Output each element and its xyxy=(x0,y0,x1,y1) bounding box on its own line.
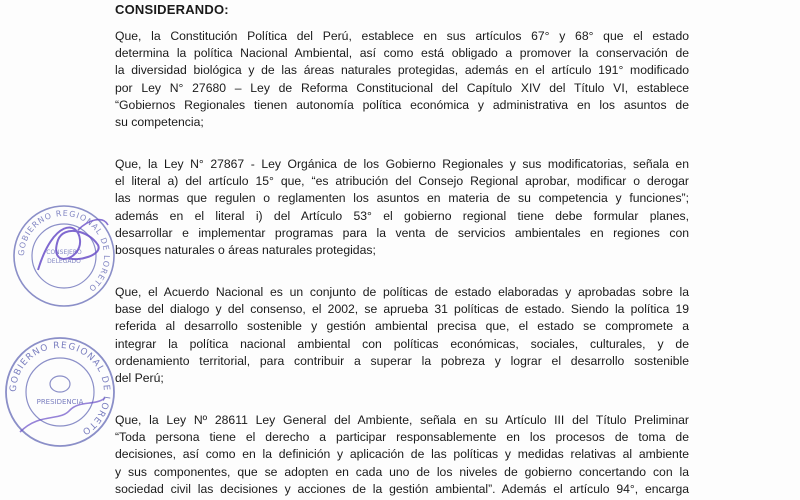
paragraph-4 xyxy=(115,412,689,498)
svg-text:CONSEJERO: CONSEJERO xyxy=(46,249,82,256)
paragraph-line: “Toda persona tiene el derecho a participar responsablemente en los procesos de toma de xyxy=(115,430,689,445)
paragraph-line: ordenamiento territorial, para contribuir a superar la pobreza y lograr el desarrollo sostenible xyxy=(115,353,689,368)
paragraph-line: el literal a) del artículo 15° que, “es atribución del Consejo Regional aprobar, modificar o derogar xyxy=(115,174,689,189)
svg-text:PRESIDENCIA: PRESIDENCIA xyxy=(36,398,84,406)
paragraph-line: las normas que regulen o reglamenten los asuntos en materia de su competencia y funciones”; xyxy=(115,191,689,206)
paragraph-1 xyxy=(115,28,689,131)
paragraph-line: la diversidad biológica y de las áreas naturales protegidas, además en el artículo 191° modificado xyxy=(115,63,689,78)
paragraph-line: base del dialogo y del consenso, el 2002, se aprueba 31 políticas de estado. Siendo la política 19 xyxy=(115,302,689,317)
paragraph-line: además en el literal i) del Artículo 53° el gobierno regional tiene debe formular planes, xyxy=(115,208,689,223)
paragraph-line: del Perú; xyxy=(115,371,164,386)
paragraph-line: referida al desarrollo sostenible y gestión ambiental precisa que, el estado se compromete a xyxy=(115,319,689,334)
official-seal-stamp xyxy=(8,200,120,312)
paragraph-line: Que, la Constitución Política del Perú, establece en sus artículos 67° y 68° que el estado xyxy=(115,29,689,43)
paragraph-line: sociedad civil las decisiones y acciones de la gestión ambiental”. Además el artículo 94°, encarga xyxy=(115,481,689,496)
paragraph-2 xyxy=(115,156,689,259)
section-heading: CONSIDERANDO: xyxy=(115,2,229,17)
svg-text:GOBIERNO REGIONAL DE LORETO: GOBIERNO REGIONAL DE LORETO xyxy=(8,340,112,437)
paragraph-line: bosques naturales o áreas naturales protegidas; xyxy=(115,243,376,258)
svg-text:GOBIERNO REGIONAL DE LORETO: GOBIERNO REGIONAL DE LORETO xyxy=(16,208,112,294)
paragraph-line: Que, la Ley N° 27867 - Ley Orgánica de los Gobierno Regionales y sus modificatorias, señala en xyxy=(115,157,689,171)
paragraph-line: Que, la Ley Nº 28611 Ley General del Ambiente, señala en su Artículo III del Título Preliminar xyxy=(115,413,689,427)
paragraph-line: Que, el Acuerdo Nacional es un conjunto de políticas de estado elaboradas y aprobadas sobre la xyxy=(115,285,689,299)
svg-text:DELEGADO: DELEGADO xyxy=(47,258,81,265)
paragraph-line: por Ley N° 27680 – Ley de Reforma Constitucional del Capítulo XIV del Título VI, establece xyxy=(115,80,689,95)
paragraph-line: desarrollar e implementar programas para la venta de servicios ambientales en regiones con xyxy=(115,225,689,240)
paragraph-line: determina la política Nacional Ambiental, así como está obligado a promover la conservación de xyxy=(115,46,689,61)
paragraph-line: integrar la política nacional ambiental con políticas económicas, sociales, culturales, y de xyxy=(115,336,689,351)
paragraph-line: “Gobiernos Regionales tienen autonomía política económica y administrativa en los asuntos de xyxy=(115,97,689,112)
paragraph-line: y sus componentes, que se adopten en cada uno de los niveles de gobierno concertando con la xyxy=(115,464,689,479)
paragraph-line: su competencia; xyxy=(115,115,204,130)
paragraph-line: decisiones, así como en la definición y aplicación de las políticas y medidas relativas al ambiente xyxy=(115,447,689,462)
paragraph-3 xyxy=(115,284,689,387)
presidency-seal-stamp xyxy=(0,332,120,452)
